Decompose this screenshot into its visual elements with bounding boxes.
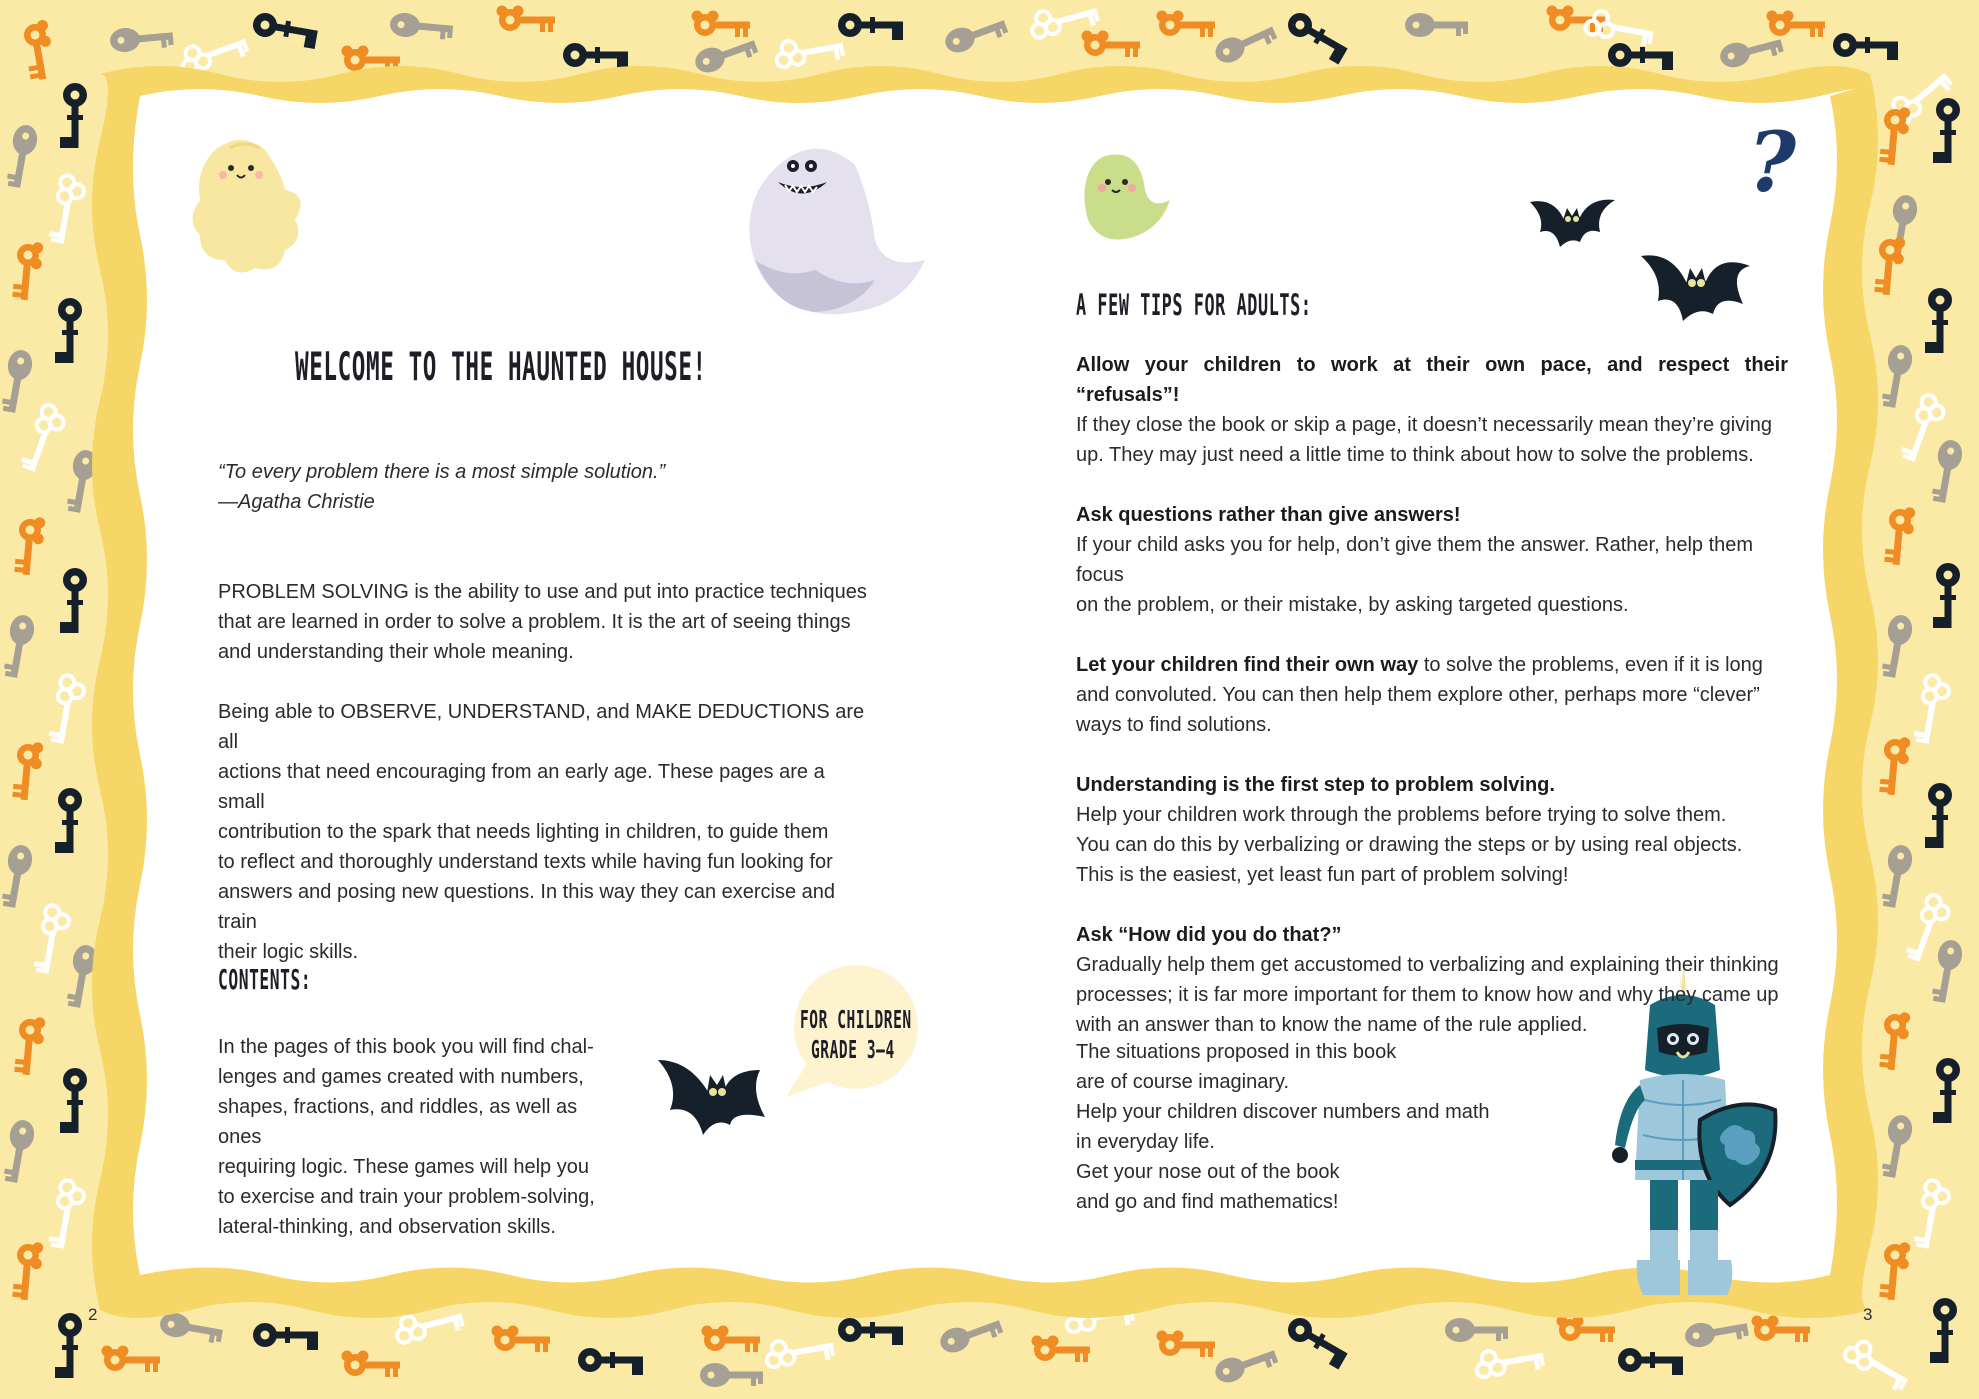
paragraph-line: to exercise and train your problem-solving, [218,1186,595,1208]
paragraph-line: answers and posing new questions. In this way they can exercise and train [218,881,836,933]
paragraph-line: lateral-thinking, and observation skills. [218,1216,556,1238]
ghost-icon [745,140,930,320]
paragraph-line: In the pages of this book you will find chal- [218,1036,594,1058]
paragraph-line: Being able to OBSERVE, UNDERSTAND, and MAKE DEDUCTIONS are all [218,701,865,753]
paragraph-line: actions that need encouraging from an early age. These pages are a small [218,761,825,813]
epigraph [218,457,665,517]
tip-line: up. They may just need a little time to think about how to solve the problems. [1076,444,1754,466]
tip-line: and convoluted. You can then help them explore other, perhaps more “clever” [1076,684,1760,706]
paragraph-line: that are learned in order to solve a problem. It is the art of seeing things [218,611,851,633]
tip-line: with an answer than to know the name of the rule applied. [1076,1014,1588,1036]
tip-title-continuation: to solve the problems, even if it is long [1418,654,1763,676]
paragraph-line: shapes, fractions, and riddles, as well as ones [218,1096,578,1148]
bat-icon [655,1055,770,1150]
paragraph-line: their logic skills. [218,941,359,963]
closing-paragraph [1076,1037,1496,1217]
paragraph-line: contribution to the spark that needs lighting in children, to guide them [218,821,829,843]
tip-title: Let your children find their own way [1076,654,1419,676]
tip-item [1076,650,1788,740]
page-number-right: 3 [1863,1305,1873,1324]
tip-item [1076,770,1788,890]
tip-title: Understanding is the first step to problem solving. [1076,774,1555,796]
tip-line: processes; it is far more important for them to know how and why they came up [1076,984,1779,1006]
paragraph-line: and go and find mathematics! [1076,1191,1339,1213]
tip-item [1076,920,1788,1040]
bat-icon [1638,246,1753,338]
tips-heading: A FEW TIPS FOR ADULTS: [1076,288,1312,322]
badge-line-1: FOR CHILDREN [800,1005,912,1034]
quote-author: —Agatha Christie [218,491,375,513]
ghost-icon [1080,150,1175,245]
question-mark-icon: ? [1748,115,1797,211]
tip-title: Ask questions rather than give answers! [1076,504,1461,526]
paragraph-line: lenges and games created with numbers, [218,1066,584,1088]
bat-icon [1525,192,1620,264]
contents-heading: CONTENTS: [218,963,312,996]
paragraph-line: to reflect and thoroughly understand texts while having fun looking for [218,851,833,873]
paragraph-line: and understanding their whole meaning. [218,641,574,663]
tip-line: This is the easiest, yet least fun part of problem solving! [1076,864,1569,886]
body-paragraph [218,697,870,967]
tip-line: You can do this by verbalizing or drawing the steps or by using real objects. [1076,834,1743,856]
paragraph-line: are of course imaginary. [1076,1071,1290,1093]
badge-line-2: GRADE 3–4 [811,1035,895,1064]
paragraph-line: The situations proposed in this book [1076,1041,1397,1063]
tip-line: on the problem, or their mistake, by asking targeted questions. [1076,594,1629,616]
paragraph-line: in everyday life. [1076,1131,1215,1153]
ghost-icon [185,130,310,280]
tip-line: Gradually help them get accustomed to verbalizing and explaining their thinking [1076,954,1779,976]
tip-item [1076,350,1788,470]
page-number-left: 2 [88,1305,98,1324]
page-title: WELCOME TO THE HAUNTED HOUSE! [295,345,707,390]
quote-text: “To every problem there is a most simple solution.” [218,461,666,483]
paragraph-line: requiring logic. These games will help you [218,1156,589,1178]
paragraph-line: PROBLEM SOLVING is the ability to use and put into practice techniques [218,581,867,603]
contents-paragraph [218,1032,610,1242]
tip-line: If your child asks you for help, don’t give them the answer. Rather, help them focus [1076,534,1754,586]
intro-paragraph [218,577,870,667]
tip-line: If they close the book or skip a page, it doesn’t necessarily mean they’re giving [1076,414,1772,436]
paragraph-line: Get your nose out of the book [1076,1161,1340,1183]
tip-title: Ask “How did you do that?” [1076,924,1342,946]
paragraph-line: Help your children discover numbers and math [1076,1101,1490,1123]
tips-list [1076,350,1788,1070]
tip-title: Allow your children to work at their own pace, and respect their “refusals”! [1076,354,1788,406]
tip-line: Help your children work through the problems before trying to solve them. [1076,804,1727,826]
tip-item [1076,500,1788,620]
tip-line: ways to find solutions. [1076,714,1272,736]
